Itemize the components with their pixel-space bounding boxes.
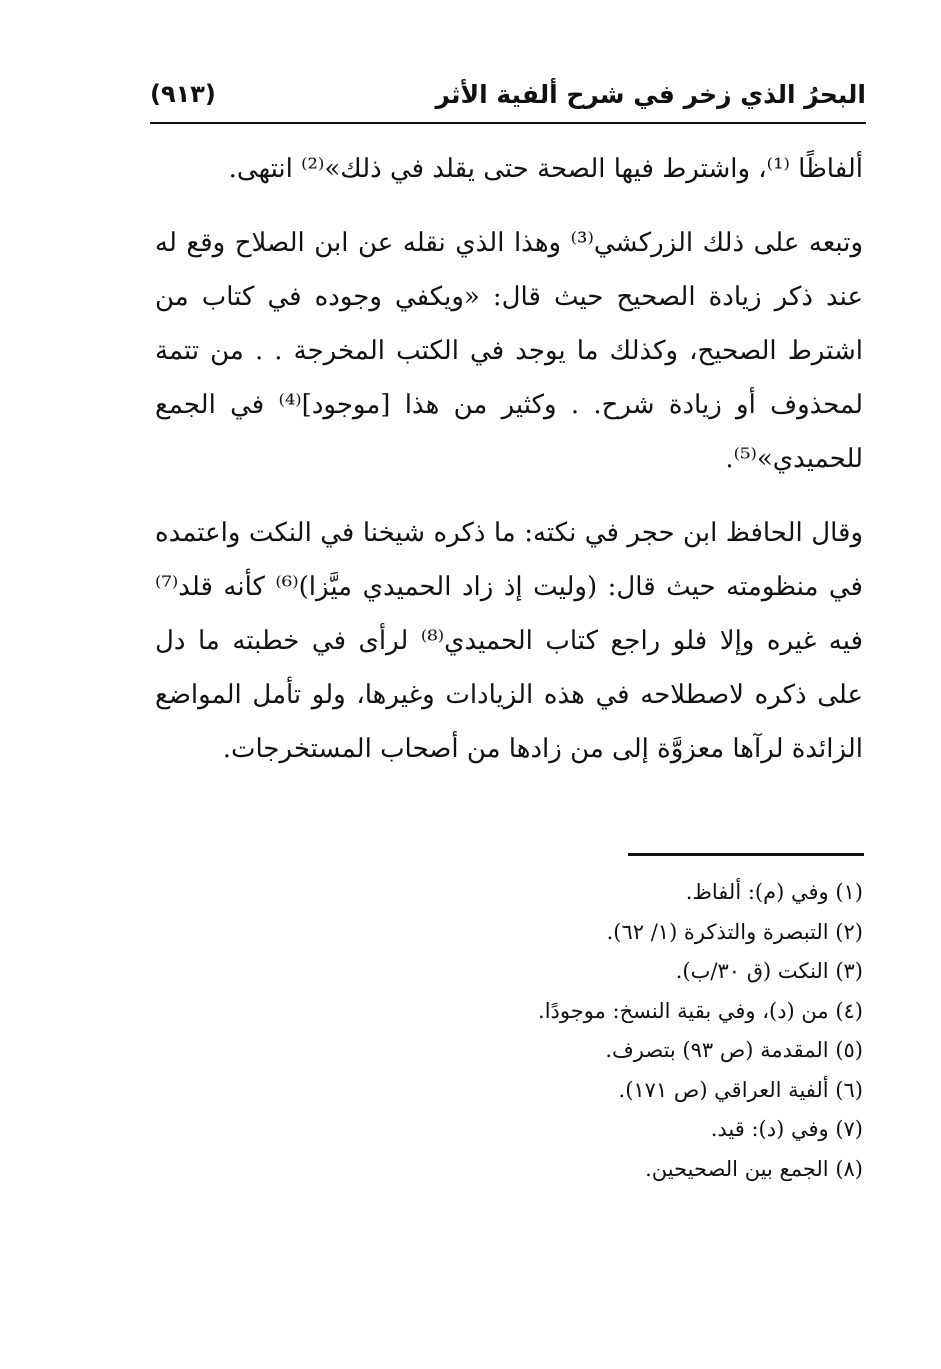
page-number: (٩١٣) [150, 80, 216, 108]
paragraph-1: ألفاظًا ⁽¹⁾، واشترط فيها الصحة حتى يقلد في ذلك»⁽²⁾ انتهى. [228, 154, 863, 184]
footnote-7: (٧) وفي (د): قيد. [710, 1117, 863, 1141]
page-header [150, 78, 866, 118]
footnote-divider [628, 853, 864, 856]
footnote-4: (٤) من (د)، وفي بقية النسخ: موجودًا. [538, 998, 863, 1023]
paragraph-3: وقال الحافظ ابن حجر في نكته: ما ذكره شيخنا في النكت واعتمده في منظومته حيث قال: (وليت إذ زاد الحميدي ميَّزا)⁽⁶⁾ كأنه قلد⁽⁷⁾ فيه غيره وإلا فلو راجع كتاب الحميدي⁽⁸⁾ لرأى في خطبته ما دل على ذكره لاصطلاحه في هذه الزيادات وغيرها، ولو تأمل المواضع الزائدة لرآها معزوَّة إلى من زادها من أصحاب المستخرجات. [155, 518, 863, 764]
footnote-5: (٥) المقدمة (ص ٩٣) بتصرف. [605, 1038, 863, 1062]
footnote-8: (٨) الجمع بين الصحيحين. [645, 1156, 863, 1181]
footnotes [300, 873, 863, 1189]
paragraph-2: وتبعه على ذلك الزركشي⁽³⁾ وهذا الذي نقله عن ابن الصلاح وقع له عند ذكر زيادة الصحيح حيث قال: «ويكفي وجوده في كتاب من اشترط الصحيح، وكذلك ما يوجد في الكتب المخرجة . . من تتمة لمحذوف أو زيادة شرح. . وكثير من هذا [موجود]⁽⁴⁾ في الجمع للحميدي»⁽⁵⁾. [155, 228, 864, 474]
footnote-1: (١) وفي (م): ألفاظ. [685, 880, 863, 904]
footnote-6: (٦) ألفية العراقي (ص ١٧١). [618, 1077, 863, 1102]
footnote-2: (٢) التبصرة والتذكرة (١/ ٦٢). [606, 919, 863, 944]
footnote-3: (٣) النكت (ق ٣٠/ب). [675, 959, 863, 983]
header-divider [150, 122, 866, 124]
running-title: البحرُ الذي زخر في شرح ألفية الأثر [435, 80, 866, 109]
main-text [155, 142, 863, 776]
